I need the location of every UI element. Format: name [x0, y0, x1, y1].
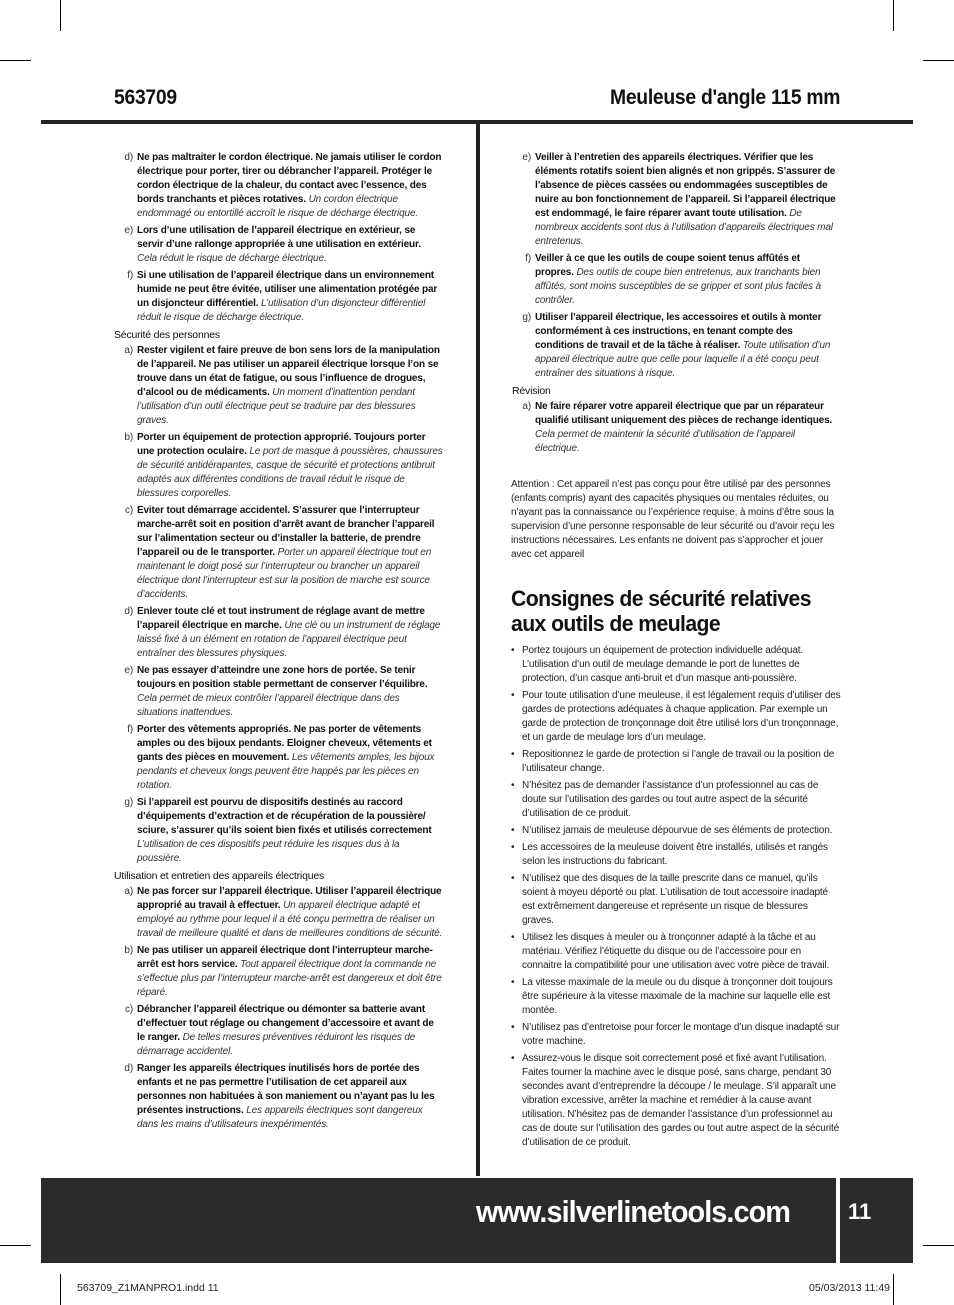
- section-title: Consignes de sécurité relatives aux outils de meulage: [511, 586, 811, 636]
- bullet-item: • Pour toute utilisation d’une meuleuse, il est légalement requis d’utiliser des gardes de protections adéquates à chaque application. Par exemple un garde de protection de tronçonnage doit être utilisé lors d’un tronçonnage, et un garde de meulage lors d’un meulage.: [511, 689, 841, 745]
- list-item: e) Ne pas essayer d’atteindre une zone hors de portée. Se tenir toujours en position stable permettant de conserver l’équilibre. Cela permet de mieux contrôler l’appareil électrique dans des situations inattendues.: [124, 665, 428, 718]
- list-item: d) Enlever toute clé et tout instrument de réglage avant de mettre l’appareil électrique en marche. Une clé ou un instrument de réglage laissé fixé à un élément en rotation de l’appareil électrique peut entraîner des blessures physiques.: [124, 606, 441, 659]
- list-item: e) Lors d’une utilisation de l’appareil électrique en extérieur, se servir d’une rallonge appropriée à une utilisation en extérieur. Cela réduit le risque de décharge électrique.: [124, 225, 421, 264]
- right-top-list: [511, 151, 841, 381]
- list-item: c) Eviter tout démarrage accidentel. S’assurer que l’interrupteur marche-arrêt soit en position d’arrêt avant de brancher l’appareil sur l’alimentation secteur ou d’installer la batterie, de prendre l’appareil ou de le transporter. Porter un appareil électrique tout en maintenant le doigt posé sur l’interrupteur ou brancher un appareil électrique dont l’interrupteur est sur la position de marche est source d’accidents.: [124, 505, 435, 600]
- bullet-item: • N’utilisez pas d’entretoise pour forcer le montage d’un disque inadapté sur votre machine.: [511, 1021, 841, 1049]
- list-item: f) Si une utilisation de l’appareil électrique dans un environnement humide ne peut être évitée, utiliser une alimentation protégée par un disjoncteur différentiel. L’utilisation d’un disjoncteur différentiel réduit le risque de décharge électrique.: [127, 270, 438, 323]
- crop-mark: [60, 0, 61, 31]
- tool-use-list: [113, 885, 443, 1132]
- crop-mark: [0, 60, 31, 61]
- personal-safety-list: [113, 344, 443, 866]
- list-item: a) Ne pas forcer sur l’appareil électrique. Utiliser l’appareil électrique approprié au travail à effectuer. Un appareil électrique adapté et employé au rythme pour lequel il a été conçu permettra de réaliser un travail de meilleure qualité et dans de meilleures conditions de sécurité.: [124, 886, 443, 939]
- right-column: [511, 151, 841, 1153]
- list-item: a) Rester vigilent et faire preuve de bon sens lors de la manipulation de l’appareil. Ne pas utiliser un appareil électrique lorsque l’on se trouve dans un état de fatigue, ou sous l’influence de drogues, d’alcool ou de médicaments. Un moment d’inattention pendant l’utilisation d’un outil électrique peut se traduire par des blessures graves.: [124, 345, 440, 426]
- list-item: b) Porter un équipement de protection approprié. Toujours porter une protection oculaire. Le port de masque à poussières, chaussures de sécurité antidérapantes, casque de sécurité et protections antibruit adaptés aux différentes conditions de travail réduit le risque de blessures corporelles.: [124, 432, 443, 499]
- bullet-item: • N’hésitez pas de demander l’assistance d’un professionnel au cas de doute sur l’utilisation des gardes ou tout autre aspect de la sécurité d’utilisation de ce produit.: [511, 779, 841, 821]
- list-item: a) Ne faire réparer votre appareil électrique que par un réparateur qualifié utilisant uniquement des pièces de rechange identiques. Cela permet de maintenir la sécurité d’utilisation de l’appareil électrique.: [522, 401, 833, 454]
- website-url: www.silverlinetools.com: [476, 1194, 790, 1229]
- list-item: g) Utiliser l’appareil électrique, les accessoires et outils à monter conformément à ces instructions, en tenant compte des conditions de travail et de la tâche à réaliser. Toute utilisation d’un appareil électrique autre que celle pour laquelle il a été conçu peut entraîner des situations à risque.: [522, 312, 831, 379]
- page-title: Meuleuse d'angle 115 mm: [609, 86, 840, 109]
- list-item: e) Veiller à l’entretien des appareils électriques. Vérifier que les éléments rotatifs soient bien alignés et non grippés. S’assurer de l’absence de pièces cassées ou endommagées susceptibles de nuire au bon fonctionnement de l’appareil. Si l’appareil électrique est endommagé, le faire réparer avant toute utilisation. De nombreux accidents sont dus à l’utilisation d’appareils électriques mal entretenus.: [522, 152, 836, 247]
- revision-list: [511, 400, 841, 456]
- crop-mark: [923, 1245, 954, 1246]
- crop-mark: [0, 1245, 31, 1246]
- bullet-item: • Utilisez les disques à meuler ou à tronçonner adapté à la tâche et au matériau. Vérifiez l’étiquette du disque ou de l’accessoire pour en connaitre la compatibilité pour une utilisation avec votre pièce de travail.: [511, 931, 841, 973]
- footer-divider: [836, 1178, 840, 1263]
- list-item: g) Si l’appareil est pourvu de dispositifs destinés au raccord d’équipements d’extraction et de récupération de la poussière/ sciure, s’assurer qu’ils soient bien fixés et utilisés correctement L’utilisation de ces dispositifs peut réduire les risques dus à la poussière.: [124, 797, 432, 864]
- date-slug: 05/03/2013 11:49: [809, 1282, 890, 1294]
- list-item: f) Porter des vêtements appropriés. Ne pas porter de vêtements amples ou des bijoux pendants. Eloigner cheveux, vêtements et gants des pièces en mouvement. Les vêtements amples, les bijoux pendants et cheveux longs peuvent être happés par les pièces en rotation.: [127, 724, 435, 791]
- attention-paragraph: Attention : Cet appareil n’est pas conçu pour être utilisé par des personnes (enfants compris) ayant des capacités physiques ou mentales réduites, ou n’ayant pas la connaissance ou l’expérience requise, à moins d’être sous la supervision d’une personne responsable de leur sécurité ou d’avoir reçu les instructions nécessaires. Les enfants ne doivent pas s’approcher et jouer avec cet appareil: [511, 479, 835, 560]
- bullet-item: • Portez toujours un équipement de protection individuelle adéquat. L’utilisation d’un outil de meulage demande le port de lunettes de protection, d’un casque anti-bruit et d’un masque anti-poussière.: [511, 644, 841, 686]
- crop-mark: [893, 1274, 894, 1305]
- model-number: 563709: [114, 86, 177, 109]
- bullet-item: • Repositionnez le garde de protection si l’angle de travail ou la position de l’utilisateur change.: [511, 748, 841, 776]
- bullet-item: • N’utilisez que des disques de la taille prescrite dans ce manuel, qu’ils soient à moyeu déporté ou plat. L’utilisation de tout accessoire inadapté est extrêmement dangereuse et représente un risque de blessures graves.: [511, 872, 841, 928]
- column-divider: [476, 124, 480, 1176]
- file-slug: 563709_Z1MANPRO1.indd 11: [77, 1282, 219, 1294]
- bullet-item: • Assurez-vous le disque soit correctement posé et fixé avant l’utilisation. Faites tourner la machine avec le disque posé, sans charge, pendant 30 secondes avant d’entreprendre la découpe / le meulage. S’il apparaît une vibration excessive, arrêter la machine et remédier à la cause avant utilisation. N’hésitez pas de demander l’assistance d’un professionnel au cas de doute sur l’utilisation des gardes ou tout autre aspect de la sécurité d’utilisation de ce produit.: [511, 1052, 841, 1150]
- list-item: d) Ne pas maltraiter le cordon électrique. Ne jamais utiliser le cordon électrique pour porter, tirer ou débrancher l’appareil. Protéger le cordon électrique de la chaleur, du contact avec l’essence, des bords tranchants et pièces rotatives. Un cordon électrique endommagé ou entortillé accroît le risque de décharge électrique.: [124, 152, 442, 219]
- left-column: [113, 151, 443, 1135]
- list-item: d) Ranger les appareils électriques inutilisés hors de portée des enfants et ne pas permettre l’utilisation de cet appareil aux personnes non habituées à son maniement ou n’ayant pas lu les présentes instructions. Les appareils électriques sont dangereux dans les mains d’utilisateurs inexpérimentés.: [124, 1063, 435, 1130]
- page-number: 11: [848, 1199, 872, 1224]
- list-item: f) Veiller à ce que les outils de coupe soient tenus affûtés et propres. Des outils de coupe bien entretenus, aux tranchants bien affûtés, sont moins susceptibles de se gripper et sont plus faciles à contrôler.: [525, 253, 821, 306]
- section-heading: Utilisation et entretien des appareils électriques: [114, 870, 325, 882]
- section-heading: Sécurité des personnes: [114, 329, 220, 341]
- bullet-item: • N’utilisez jamais de meuleuse dépourvue de ses éléments de protection.: [511, 824, 841, 838]
- bullet-item: • Les accessoires de la meuleuse doivent être installés, utilisés et rangés selon les instructions du fabricant.: [511, 841, 841, 869]
- crop-mark: [60, 1274, 61, 1305]
- list-item: b) Ne pas utiliser un appareil électrique dont l’interrupteur marche-arrêt est hors service. Tout appareil électrique dont la commande ne s’effectue plus par l’interrupteur marche-arrêt est dangereux et doit être réparé.: [124, 945, 442, 998]
- section-heading: Révision: [512, 385, 551, 397]
- grinding-safety-list: [511, 644, 841, 1150]
- crop-mark: [893, 0, 894, 31]
- left-top-list: [113, 151, 443, 325]
- list-item: c) Débrancher l’appareil électrique ou démonter sa batterie avant d’effectuer tout réglage ou changement d’accessoire et avant de le ranger. De telles mesures préventives réduiront les risques de démarrage accidentel.: [124, 1004, 434, 1057]
- crop-mark: [923, 60, 954, 61]
- bullet-item: • La vitesse maximale de la meule ou du disque à tronçonner doit toujours être supérieure à la vitesse maximale de la machine sur laquelle elle est montée.: [511, 976, 841, 1018]
